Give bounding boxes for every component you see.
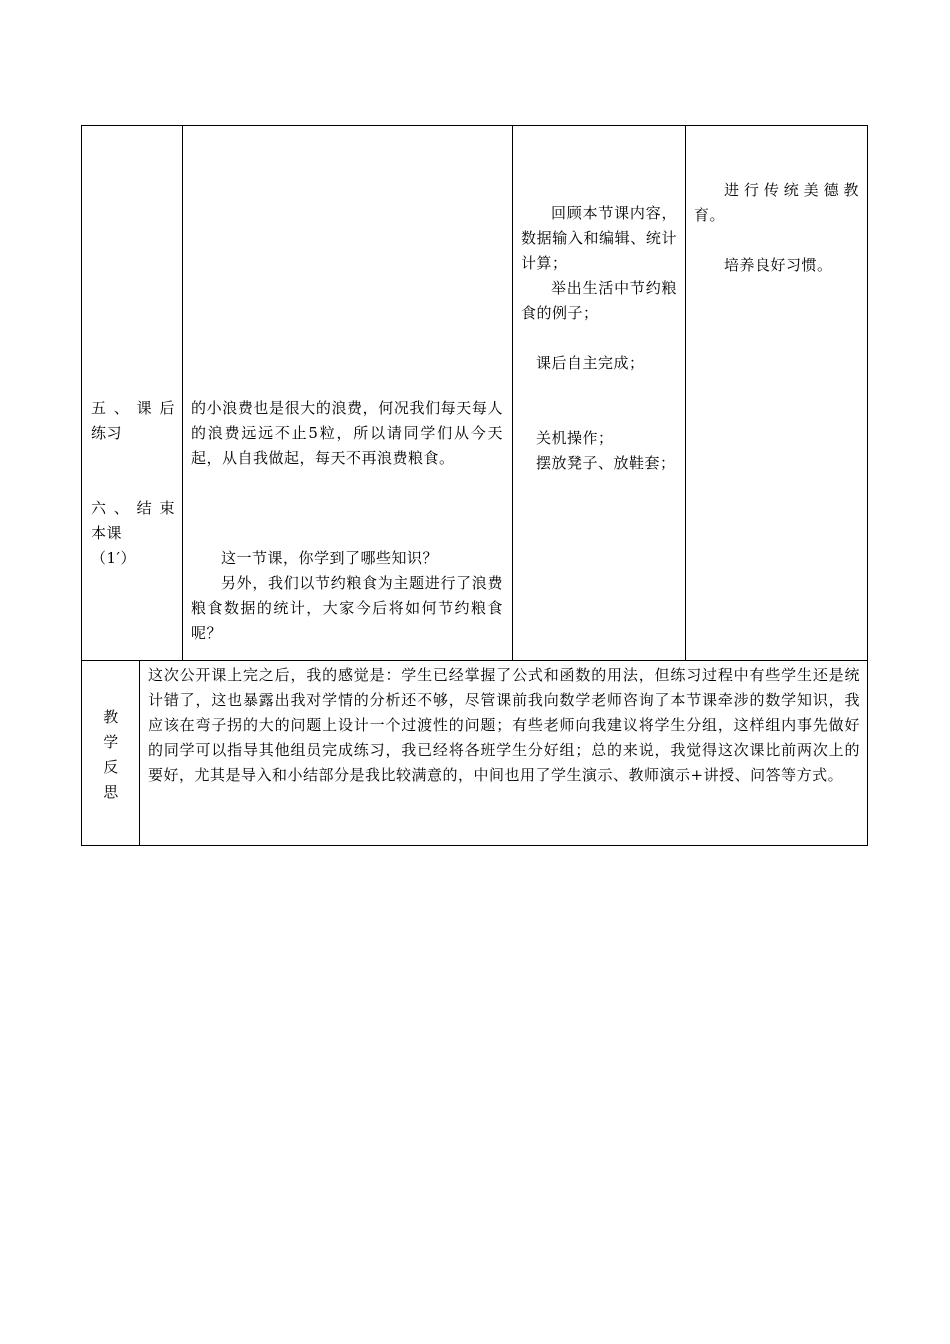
student-para-1: 回顾本节课内容，数据输入和编辑、统计计算； <box>521 204 677 272</box>
reflection-label-cell <box>82 661 140 846</box>
reflection-label-char: 学 <box>103 733 119 751</box>
student-para-5: 摆放凳子、放鞋套； <box>536 454 676 472</box>
intent-para-2: 培养良好习惯。 <box>724 256 833 274</box>
student-para-4: 关机操作； <box>536 429 614 447</box>
stage6-subtitle: 本课 <box>91 524 123 542</box>
student-para-2: 举出生活中节约粮食的例子； <box>521 279 677 322</box>
teacher-para-1: 的小浪费也是很大的浪费，何况我们每天每人的浪费远远不止5粒，所以请同学们从今天起，从自我做起，每天不再浪费粮食。 <box>191 399 503 467</box>
teacher-para-3: 另外，我们以节约粮食为主题进行了浪费粮食数据的统计，大家今后将如何节约粮食呢？ <box>191 574 503 642</box>
stage-cell <box>82 126 183 661</box>
student-activity-cell <box>513 126 686 661</box>
design-intent-cell <box>686 126 868 661</box>
reflection-text: 这次公开课上完之后，我的感觉是：学生已经掌握了公式和函数的用法，但练习过程中有些学生还是统计错了，这也暴露出我对学情的分析还不够，尽管课前我向数学老师咨询了本节课牵涉的数学知识，我应该在弯子拐的大的问题上设计一个过渡性的问题；有些老师向我建议将学生分组，这样组内事先做好的同学可以指导其他组员完成练习，我已经将各班学生分好组；总的来说，我觉得这次课比前两次上的要好，尤其是导入和小结部分是我比较满意的，中间也用了学生演示、教师演示+讲授、问答等方式。 <box>148 666 860 784</box>
stage5-title: 五、课后 <box>91 399 175 417</box>
intent-para-1: 进行传统美德教育。 <box>694 181 859 224</box>
stage5-subtitle: 练习 <box>91 424 123 442</box>
stage6-time: （1′） <box>91 549 136 567</box>
student-para-3: 课后自主完成； <box>536 354 645 372</box>
reflection-label-char: 教 <box>103 708 119 726</box>
lesson-stage-row <box>82 126 868 661</box>
lesson-plan-table <box>81 125 868 846</box>
teacher-para-2: 这一节课，你学到了哪些知识？ <box>221 549 439 567</box>
reflection-label-char: 思 <box>103 783 119 801</box>
reflection-content-cell <box>140 661 868 846</box>
reflection-row <box>82 661 868 846</box>
teacher-activity-cell <box>183 126 513 661</box>
stage6-title: 六、结束 <box>91 499 175 517</box>
reflection-label-char: 反 <box>103 758 119 776</box>
